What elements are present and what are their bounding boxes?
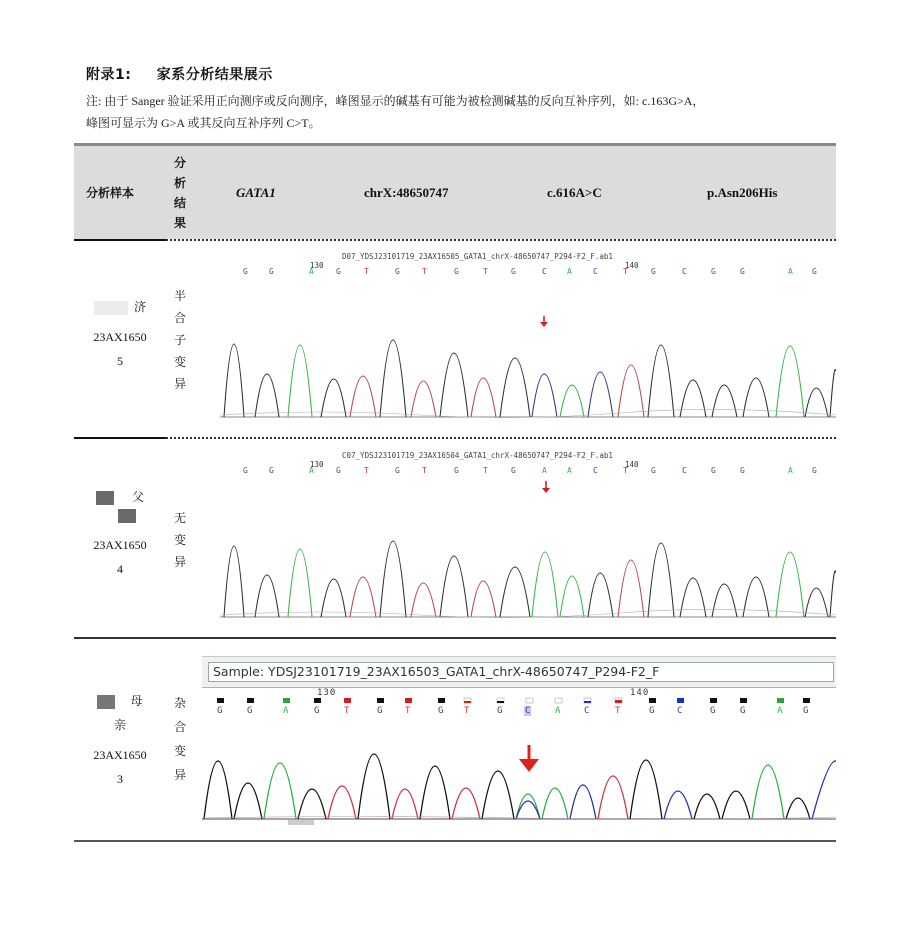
chromatogram-trace (220, 481, 836, 621)
base: G (740, 466, 745, 475)
note-line-2: 峰图可显示为 G>A 或其反向互补序列 C>T。 (86, 116, 321, 130)
chromatogram-trace (220, 281, 836, 421)
base: A (542, 466, 547, 475)
result-char: 半 (173, 289, 186, 303)
sample-header-bar (202, 656, 836, 688)
base: G (377, 706, 383, 716)
sample-name: 母 (130, 694, 143, 708)
base: T (615, 706, 621, 716)
result-char: 合 (173, 311, 186, 325)
base: A (309, 466, 314, 475)
header-gene: GATA1 (236, 184, 276, 200)
base: A (777, 706, 783, 716)
result-char: 异 (173, 768, 186, 782)
base: A (283, 706, 289, 716)
appendix-title: 家系分析结果展示 (156, 67, 273, 83)
appendix-label: 附录1: (86, 67, 132, 83)
base: G (649, 706, 655, 716)
base: G (812, 466, 817, 475)
position-130: 130 (310, 460, 324, 469)
sample-id-cont: 3 (117, 772, 123, 786)
base: T (623, 466, 628, 475)
base: G (395, 466, 400, 475)
base: G (336, 267, 341, 276)
sample-id-cont: 4 (117, 562, 123, 576)
base: C (584, 706, 590, 716)
base: G (710, 706, 716, 716)
sample-name-cont: 亲 (113, 718, 126, 732)
sample-id-cont: 5 (117, 354, 123, 368)
base: G (314, 706, 320, 716)
result-cell (172, 285, 188, 395)
pedigree-results-table (74, 143, 836, 786)
base: A (788, 267, 793, 276)
base: G (711, 267, 716, 276)
header-result-char: 分 (173, 155, 186, 170)
base: G (812, 267, 817, 276)
base: T (483, 267, 488, 276)
note-line-1: 注: 由于 Sanger 验证采用正向测序或反向测序，峰图显示的碱基有可能为被检测碱基的反向互补序列，如: c.163G>A， (86, 94, 705, 108)
mutation-arrow-icon (542, 481, 550, 493)
base: T (405, 706, 411, 716)
result-char: 变 (173, 744, 186, 758)
base-calls (74, 706, 836, 718)
result-char: 异 (173, 555, 186, 569)
base: G (740, 706, 746, 716)
base: G (243, 267, 248, 276)
base-calls (74, 267, 836, 279)
base: G (511, 466, 516, 475)
base: T (422, 267, 427, 276)
header-result-char: 结 (173, 195, 186, 210)
base: A (567, 267, 572, 276)
position-130: 130 (317, 688, 337, 698)
redacted-name (94, 301, 128, 315)
page-title (86, 64, 273, 84)
position-140: 140 (630, 688, 650, 698)
mutation-arrow-icon (540, 316, 548, 327)
sample-name: 济 (133, 300, 146, 314)
base: G (454, 466, 459, 475)
base: C (542, 267, 547, 276)
sample-cell (80, 295, 160, 373)
result-cell (172, 507, 188, 573)
sample-name: 父 (131, 490, 144, 504)
table-row (74, 639, 836, 839)
header-result (172, 146, 188, 239)
trace-filename: D07_YDSJ23101719_23AX16505_GATA1_chrX-48650747_P294-F2_F.ab1 (342, 252, 613, 261)
sample-cell (80, 485, 160, 581)
header-position: chrX:48650747 (364, 184, 449, 200)
base: G (217, 706, 223, 716)
base: A (567, 466, 572, 475)
header-result-char: 果 (173, 215, 186, 230)
base: G (438, 706, 444, 716)
redacted-name (118, 509, 136, 523)
base: A (555, 706, 561, 716)
table-header (74, 143, 836, 239)
base: G (803, 706, 809, 716)
sample-id: 23AX1650 (93, 538, 147, 552)
quality-boxes (74, 697, 836, 705)
base: A (309, 267, 314, 276)
result-char: 无 (173, 511, 186, 525)
table-row (74, 439, 836, 639)
header-cdna-change: c.616A>C (547, 184, 602, 200)
base: T (464, 706, 470, 716)
base: G (740, 267, 745, 276)
base: T (364, 267, 369, 276)
header-sample: 分析样本 (86, 186, 135, 200)
sample-id: 23AX1650 (93, 748, 147, 762)
position-140: 140 (625, 261, 639, 270)
mutation-arrow-icon (519, 745, 539, 772)
base: T (623, 267, 628, 276)
header-result-char: 析 (173, 175, 186, 190)
base: T (344, 706, 350, 716)
base: G (497, 706, 503, 716)
base: A (788, 466, 793, 475)
result-char: 合 (173, 720, 186, 734)
position-130: 130 (310, 261, 324, 270)
base: G (269, 267, 274, 276)
base: C (593, 466, 598, 475)
chromatogram-trace (202, 719, 836, 827)
result-char: 杂 (173, 696, 186, 710)
base-selected[interactable]: C (525, 706, 531, 716)
base: G (243, 466, 248, 475)
base: G (247, 706, 253, 716)
position-140: 140 (625, 460, 639, 469)
sample-id: 23AX1650 (93, 330, 147, 344)
base: C (677, 706, 683, 716)
trace-filename: C07_YDSJ23101719_23AX16504_GATA1_chrX-48650747_P294-F2_F.ab1 (342, 451, 613, 460)
base: G (511, 267, 516, 276)
base: G (651, 466, 656, 475)
result-char: 变 (173, 533, 186, 547)
base-calls (74, 466, 836, 478)
base: G (454, 267, 459, 276)
sample-label-field: Sample: YDSJ23101719_23AX16503_GATA1_chrX-48650747_P294-F2_F (208, 662, 834, 682)
table-row (74, 241, 836, 441)
base: C (682, 466, 687, 475)
table-bottom-border (74, 840, 836, 842)
result-char: 变 (173, 355, 186, 369)
base: G (711, 466, 716, 475)
base: G (336, 466, 341, 475)
base: T (483, 466, 488, 475)
header-protein-change: p.Asn206His (707, 184, 778, 200)
result-char: 子 (173, 333, 186, 347)
base: G (651, 267, 656, 276)
note-text (86, 90, 846, 134)
base: T (422, 466, 427, 475)
base: C (682, 267, 687, 276)
result-char: 异 (173, 377, 186, 391)
base: T (364, 466, 369, 475)
base: G (395, 267, 400, 276)
base: G (269, 466, 274, 475)
base: C (593, 267, 598, 276)
